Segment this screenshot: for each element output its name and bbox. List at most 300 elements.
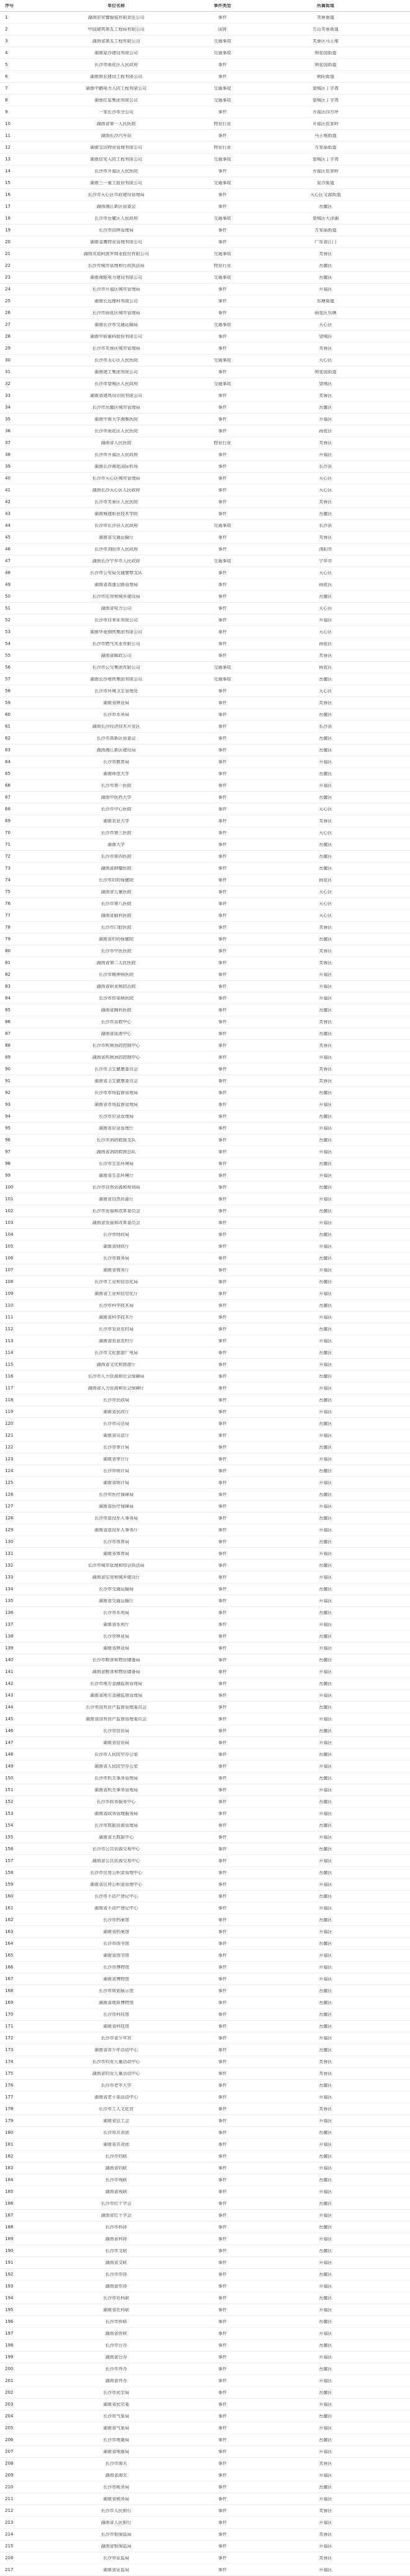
event-type: 事件 (218, 1303, 227, 1308)
table-row (0, 2210, 410, 2222)
event-type: 事件 (218, 2260, 227, 2265)
unit-name: 湖南省自然资源厅 (99, 1197, 134, 1202)
table-row (0, 2387, 410, 2399)
row-number: 61 (5, 724, 11, 729)
table-row (0, 1028, 410, 1040)
event-type: 物业行业 (214, 263, 231, 268)
table-row (0, 142, 410, 154)
row-number: 38 (5, 452, 11, 457)
table-row (0, 1335, 410, 1347)
unit-name: 长沙市红十字会 (101, 2201, 132, 2206)
row-number: 211 (5, 2496, 14, 2501)
table-row (0, 886, 410, 898)
table-row (0, 1513, 410, 1524)
row-number: 43 (5, 511, 11, 516)
street: 芙蓉区 (319, 1067, 332, 1072)
event-type: 事件 (218, 2047, 227, 2052)
event-type: 事件 (218, 1787, 227, 1792)
unit-name: 长沙市科技馆 (103, 2012, 129, 2017)
event-type: 事件 (218, 2000, 227, 2005)
unit-name: 湖南中联重科股份有限公司 (90, 334, 142, 339)
table-row (0, 2257, 410, 2269)
unit-name: 湖南省审计厅 (103, 1457, 129, 1462)
street: 开福区 (319, 1386, 332, 1391)
row-number: 177 (5, 2095, 14, 2100)
table-row (0, 1560, 410, 1572)
event-type: 事件 (218, 2012, 227, 2017)
row-number: 184 (5, 2177, 14, 2182)
event-type: 事件 (218, 2248, 227, 2253)
unit-name: 湖南省林业局 (103, 700, 129, 705)
street: 望城区丁字湾 (312, 86, 339, 91)
event-type: 事件 (218, 1232, 227, 1237)
row-number: 183 (5, 2166, 14, 2171)
street: 开福区 (319, 2036, 332, 2041)
event-type: 事件 (218, 2567, 227, 2572)
table-row (0, 910, 410, 922)
street: 开福区 (319, 1693, 332, 1698)
table-row (0, 12, 410, 24)
unit-name: 长沙市残联 (105, 2177, 127, 2182)
row-number: 7 (5, 86, 8, 91)
event-type: 事件 (218, 1965, 227, 1970)
event-type: 事件 (218, 310, 227, 315)
table-row (0, 934, 410, 945)
street: 开福区 (319, 1433, 332, 1438)
row-number: 136 (5, 1610, 14, 1615)
street: 开福区四方坪 (312, 109, 339, 114)
row-number: 72 (5, 854, 11, 859)
table-row (0, 2399, 410, 2411)
unit-name: 湖南星沙建设有限公司 (94, 50, 138, 55)
unit-name: 湖南省银保监局 (101, 2544, 132, 2549)
row-number: 88 (5, 1043, 11, 1048)
street: 荷花园街道 (314, 50, 337, 55)
event-type: 事件 (218, 1126, 227, 1131)
row-number: 117 (5, 1386, 14, 1391)
street: 开福区 (319, 1965, 332, 1970)
row-number: 116 (5, 1374, 14, 1379)
street: 开福区 (319, 2520, 332, 2525)
street: 长沙县 (319, 464, 332, 469)
table-row (0, 1891, 410, 1902)
unit-name: 长沙市急救中心 (101, 1019, 132, 1024)
street: 芙蓉区 (319, 535, 332, 540)
table-row (0, 555, 410, 567)
table-row (0, 1654, 410, 1666)
unit-name: 长沙市林业局 (103, 1634, 129, 1639)
unit-name: 长沙市国有资产监督管理委员会 (86, 1705, 147, 1710)
event-type: 事件 (218, 854, 227, 859)
table-row (0, 118, 410, 130)
event-type: 事件 (218, 937, 227, 942)
street: 芙蓉区 (319, 2461, 332, 2466)
table-row (0, 2068, 410, 2080)
table-row (0, 1524, 410, 1536)
row-number: 154 (5, 1823, 14, 1828)
row-number: 164 (5, 1941, 14, 1946)
table-row (0, 295, 410, 307)
street: 岳麓区 (319, 2000, 332, 2005)
street: 开福区 (319, 1740, 332, 1745)
row-number: 118 (5, 1397, 14, 1402)
unit-name: 湖南华菱钢铁集团有限公司 (90, 629, 142, 634)
table-row (0, 2470, 410, 2481)
table-row (0, 792, 410, 804)
table-row (0, 1997, 410, 2009)
unit-name: 长沙市民政局 (103, 1397, 129, 1402)
table-row (0, 756, 410, 768)
street: 开福区 (319, 759, 332, 764)
row-number: 173 (5, 2047, 14, 2052)
row-number: 75 (5, 889, 11, 894)
row-number: 139 (5, 1646, 14, 1651)
unit-name: 湖南省人力资源和社会保障厅 (88, 1386, 145, 1391)
unit-name: 湖南长沙汽车站 (101, 133, 132, 138)
street: 岳麓区 (319, 2414, 332, 2419)
unit-name: 湖南省地质博物馆 (99, 2000, 134, 2005)
event-type: 事件 (218, 2544, 227, 2549)
street: 开福区 (319, 2284, 332, 2289)
event-type: 事件 (218, 878, 227, 883)
unit-name: 湖南省第五工程有限公司 (92, 39, 140, 44)
table-row (0, 2493, 410, 2505)
event-type: 事件 (218, 2449, 227, 2454)
event-type: 事件 (218, 1882, 227, 1887)
table-row (0, 1418, 410, 1430)
table-row (0, 1300, 410, 1312)
unit-name: 长沙市中医医院 (101, 948, 132, 953)
street: 开福区 (319, 972, 332, 977)
street: 开福区 (319, 1764, 332, 1769)
unit-name: 长沙市自来水有限公司 (94, 618, 138, 623)
unit-name: 湖南省总工会 (103, 2118, 129, 2123)
table-row (0, 1583, 410, 1595)
unit-name: 长沙市芙蓉区城市管理局 (92, 346, 140, 351)
street: 芙蓉区 (319, 925, 332, 930)
unit-name: 湖南省气象局 (103, 2425, 129, 2430)
table-row (0, 1962, 410, 1973)
table-row (0, 1146, 410, 1158)
row-number: 193 (5, 2284, 14, 2289)
row-number: 11 (5, 133, 11, 138)
row-number: 187 (5, 2213, 14, 2218)
street: 开福区 (319, 2473, 332, 2478)
unit-name: 湖南省儿童医院 (101, 889, 132, 894)
row-number: 30 (5, 358, 11, 363)
row-number: 65 (5, 771, 11, 776)
unit-name: 长沙市政务服务中心 (96, 1799, 136, 1804)
row-number: 96 (5, 1137, 11, 1142)
row-number: 126 (5, 1492, 14, 1497)
event-type: 事件 (218, 1681, 227, 1686)
table-row (0, 2198, 410, 2210)
street: 芙蓉区 (319, 700, 332, 705)
unit-name: 长沙市工人文化宫 (99, 2106, 134, 2111)
event-type: 事件 (218, 1386, 227, 1391)
street: 芙蓉区 (319, 251, 332, 256)
row-number: 101 (5, 1197, 14, 1202)
event-type: 交通事故 (214, 558, 231, 563)
table-row (0, 260, 410, 272)
street: 岳麓区 (319, 2177, 332, 2182)
event-type: 事件 (218, 1527, 227, 1532)
row-number: 140 (5, 1657, 14, 1662)
unit-name: 长沙市公安局交通警察支队 (90, 570, 142, 575)
street: 岳麓区 (319, 1657, 332, 1662)
unit-name: 长沙市开福区城市管理局 (92, 287, 140, 292)
row-number: 186 (5, 2201, 14, 2206)
table-row (0, 2103, 410, 2115)
row-number: 165 (5, 1953, 14, 1958)
table-row (0, 603, 410, 614)
table-row (0, 1217, 410, 1229)
street: 岳麓区 (319, 2012, 332, 2017)
event-type: 事件 (218, 759, 227, 764)
unit-name: 长沙市雨花区城市管理局 (92, 310, 140, 315)
street: 开福区 (319, 1551, 332, 1556)
row-number: 87 (5, 1031, 11, 1036)
event-type: 交通事故 (214, 381, 231, 386)
unit-name: 湖南友谊阿波罗商业股份有限公司 (83, 251, 149, 256)
table-row (0, 721, 410, 733)
street: 万家丽街道 (314, 145, 337, 150)
street: 开福区 (319, 2166, 332, 2171)
table-row (0, 733, 410, 744)
unit-name: 湖南省妇联 (105, 2166, 127, 2171)
table-row (0, 449, 410, 461)
event-type: 事件 (218, 1338, 227, 1343)
unit-name: 湖南省司法厅 (103, 1433, 129, 1438)
unit-name: 湖南省国有资产监督管理委员会 (86, 1717, 147, 1721)
event-type: 事件 (218, 1811, 227, 1816)
event-type: 事件 (218, 1858, 227, 1863)
row-number: 34 (5, 405, 11, 410)
row-number: 73 (5, 866, 11, 871)
event-type: 事件 (218, 2390, 227, 2395)
table-row (0, 1264, 410, 1276)
event-type: 事件 (218, 1208, 227, 1213)
row-number: 133 (5, 1575, 14, 1580)
street: 荷花园街道 (314, 369, 337, 374)
street: 岳麓区 (319, 2201, 332, 2206)
row-number: 81 (5, 960, 11, 965)
event-type: 事件 (218, 2166, 227, 2171)
table-row (0, 496, 410, 508)
table-row (0, 1134, 410, 1146)
row-number: 106 (5, 1256, 14, 1261)
street: 开福区 (319, 1457, 332, 1462)
event-type: 事件 (218, 346, 227, 351)
unit-name: 长沙市中心医院 (101, 807, 132, 812)
event-type: 交通事故 (214, 358, 231, 363)
street: 岳麓区 (319, 1114, 332, 1119)
event-type: 事件 (218, 1397, 227, 1402)
unit-name: 长沙市岳麓区城市管理局 (92, 405, 140, 410)
event-type: 事件 (218, 1185, 227, 1190)
row-number: 14 (5, 169, 11, 174)
table-row (0, 47, 410, 59)
street: 岳麓区 (319, 1327, 332, 1332)
table-row (0, 2316, 410, 2328)
row-number: 33 (5, 393, 11, 398)
row-number: 104 (5, 1232, 14, 1237)
street: 开福区 (319, 1575, 332, 1580)
table-row (0, 1040, 410, 1052)
table-row (0, 2115, 410, 2127)
street: 芙蓉区 (319, 1043, 332, 1048)
unit-name: 湖南省台办 (105, 2355, 127, 2360)
street: 开福区 (319, 1929, 332, 1934)
unit-name: 湖南湘江新区管委会 (96, 204, 136, 209)
event-type: 事件 (218, 1646, 227, 1651)
row-number: 159 (5, 1882, 14, 1887)
street: 开福区 (319, 2307, 332, 2312)
unit-name: 长沙市公交集团有限公司 (92, 665, 140, 670)
row-number: 92 (5, 1090, 11, 1095)
event-type: 事件 (218, 688, 227, 693)
event-type: 事件 (218, 1575, 227, 1580)
unit-name: 湖南省海关 (105, 2473, 127, 2478)
table-row (0, 544, 410, 555)
event-type: 国营 (218, 27, 227, 32)
street: 开福区 (319, 1197, 332, 1202)
street: 望城区 (319, 381, 332, 386)
street: 岳麓区 (319, 854, 332, 859)
unit-name: 长沙市图书馆 (103, 1941, 129, 1946)
event-type: 事件 (218, 2177, 227, 2182)
table-row (0, 614, 410, 626)
street: 岳麓区 (319, 204, 332, 209)
row-number: 156 (5, 1846, 14, 1851)
table-row (0, 1914, 410, 1926)
event-type: 事件 (218, 1906, 227, 1911)
event-type: 事件 (218, 2496, 227, 2501)
row-number: 160 (5, 1894, 14, 1899)
row-number: 37 (5, 440, 11, 445)
table-row (0, 1607, 410, 1619)
street: 芙蓉区 (319, 2532, 332, 2537)
row-number: 100 (5, 1185, 14, 1190)
unit-name: 长沙市望城区人民政府 (94, 381, 138, 386)
street: 岳麓区 (319, 2248, 332, 2253)
street: 开福区伍家岭 (312, 169, 339, 174)
unit-name: 湖南长沙经济技术开发区 (92, 724, 140, 729)
row-number: 66 (5, 783, 11, 788)
table-row (0, 2505, 410, 2517)
table-row (0, 484, 410, 496)
row-number: 46 (5, 547, 11, 552)
event-type: 事件 (218, 1728, 227, 1733)
event-type: 事件 (218, 2437, 227, 2442)
unit-name: 湖南中鹏电力人防工程有限公司 (86, 86, 147, 91)
unit-name: 长沙市粮食和物资储备局 (92, 1657, 140, 1662)
table-row (0, 1276, 410, 1288)
row-number: 29 (5, 346, 11, 351)
event-type: 事件 (218, 653, 227, 658)
unit-name: 长沙市统计局 (103, 1468, 129, 1473)
unit-name: 长沙市住房和城乡建设局 (92, 594, 140, 599)
event-type: 事件 (218, 700, 227, 705)
table-row (0, 1879, 410, 1891)
row-number: 141 (5, 1669, 14, 1674)
unit-name: 湖南省档案馆 (103, 1929, 129, 1934)
table-row (0, 71, 410, 83)
unit-name: 湖南省社科联 (103, 2307, 129, 2312)
unit-name: 长沙市自然资源和规划局 (92, 1185, 140, 1190)
street: 岳麓区 (319, 2485, 332, 2490)
unit-name: 湖南省老干部活动中心 (94, 2095, 138, 2100)
row-number: 15 (5, 180, 11, 185)
row-number: 201 (5, 2378, 14, 2383)
unit-name: 湖南长沙黄花国际机场 (94, 464, 138, 469)
table-row (0, 650, 410, 662)
row-number: 79 (5, 937, 11, 942)
row-number: 130 (5, 1539, 14, 1544)
row-number: 18 (5, 216, 11, 221)
event-type: 事件 (218, 925, 227, 930)
row-number: 109 (5, 1291, 14, 1296)
row-number: 175 (5, 2071, 14, 2076)
street: 开福区 (319, 1598, 332, 1603)
event-type: 事件 (218, 594, 227, 599)
table-row (0, 1737, 410, 1749)
event-type: 事件 (218, 1693, 227, 1698)
table-row (0, 83, 410, 95)
street: 芙蓉区 (319, 393, 332, 398)
street: 芙蓉区 (319, 960, 332, 965)
row-number: 62 (5, 736, 11, 741)
table-row (0, 59, 410, 71)
table-row (0, 685, 410, 697)
unit-name: 湖南省建筑设计院有限公司 (90, 393, 142, 398)
row-number: 200 (5, 2366, 14, 2371)
street: 岳麓区 (319, 1610, 332, 1615)
street: 开福区 (319, 1102, 332, 1107)
street: 开福区 (319, 2236, 332, 2241)
unit-name: 湖南省科学技术厅 (99, 1315, 134, 1320)
event-type: 事件 (218, 1468, 227, 1473)
unit-name: 湖南省交通运输厅 (99, 535, 134, 540)
table-row (0, 177, 410, 189)
row-number: 190 (5, 2248, 14, 2253)
row-number: 129 (5, 1527, 14, 1532)
row-number: 216 (5, 2555, 14, 2560)
street: 芙蓉区 (319, 346, 332, 351)
event-type: 事件 (218, 1539, 227, 1544)
unit-name: 湖南省侨联 (105, 2331, 127, 2336)
table-row (0, 414, 410, 425)
event-type: 事件 (218, 2343, 227, 2348)
table-row (0, 165, 410, 177)
street: 开福区 (319, 618, 332, 623)
row-number: 131 (5, 1551, 14, 1556)
event-type: 事件 (218, 547, 227, 552)
street: 东塘街道 (317, 299, 334, 303)
table-row (0, 1938, 410, 1950)
street: 岳麓区 (319, 1137, 332, 1142)
table-row (0, 2174, 410, 2186)
table-row (0, 213, 410, 225)
unit-name: 长沙市水利局 (103, 1610, 129, 1615)
table-row (0, 815, 410, 827)
unit-name: 湖南信安人防工程有限公司 (90, 157, 142, 162)
table-row (0, 189, 410, 201)
street: 长沙县 (319, 523, 332, 528)
unit-name: 湖南长沙市交通运输局 (94, 322, 138, 327)
unit-name: 湖南省肿瘤医院 (101, 866, 132, 871)
street: 开福区 (319, 984, 332, 989)
